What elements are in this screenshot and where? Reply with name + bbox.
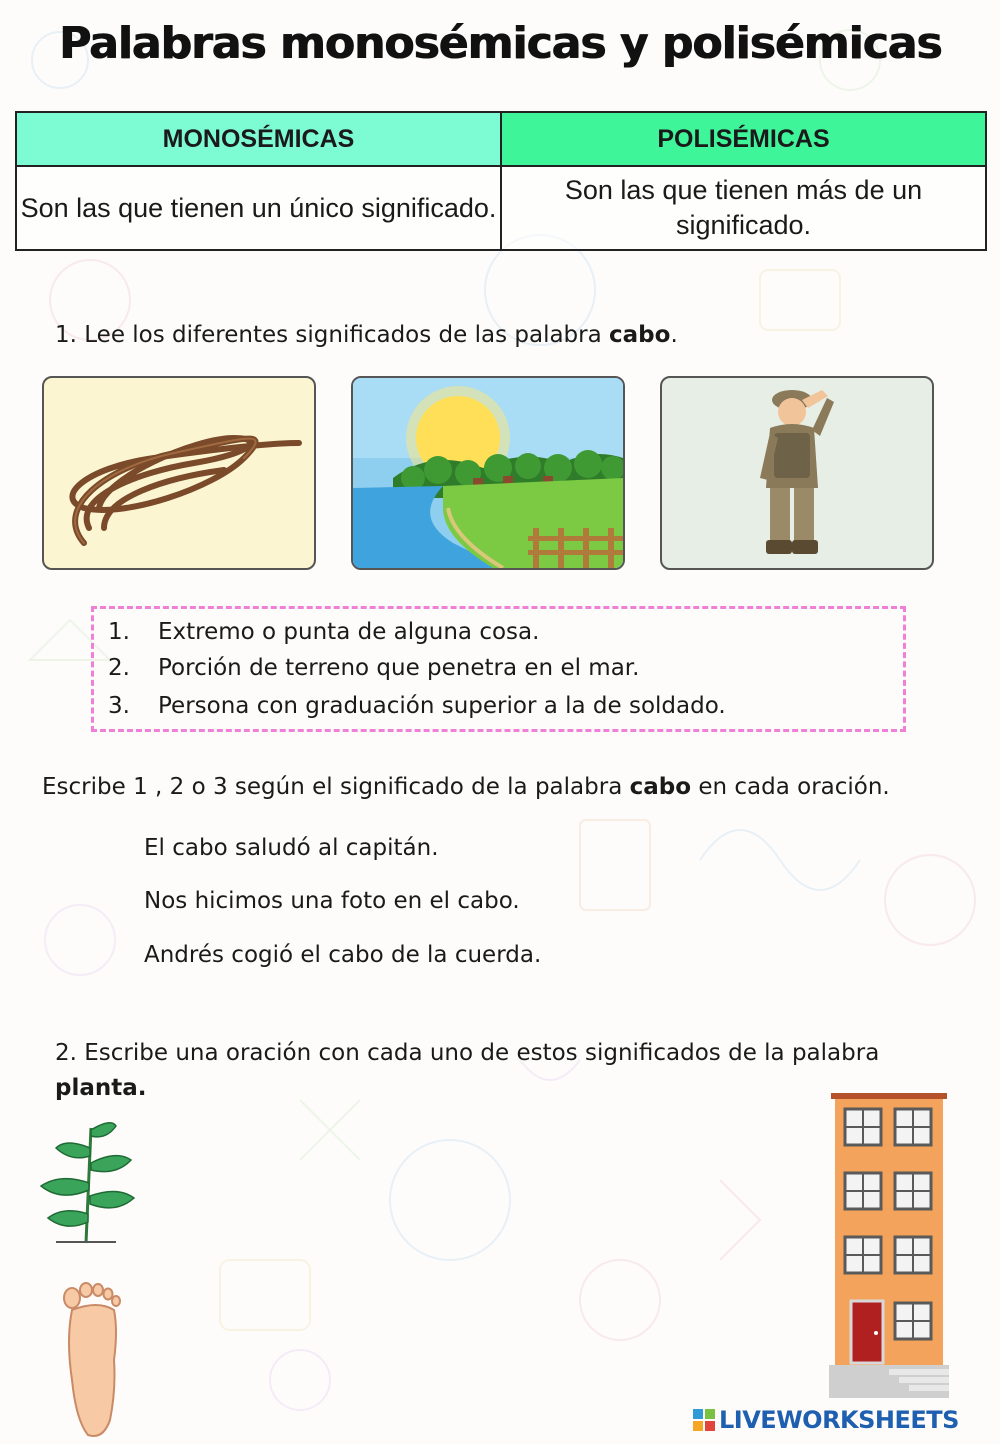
exercise2-prompt: [55, 1036, 935, 1106]
sentence-3: Andrés cogió el cabo de la cuerda.: [144, 942, 542, 968]
exercise1-prompt: [55, 322, 678, 348]
building-icon: [829, 1093, 949, 1398]
sentence-1: El cabo saludó al capitán.: [144, 835, 439, 861]
meaning-text: Extremo o punta de alguna cosa.: [158, 619, 540, 645]
soldier-icon: [662, 378, 932, 568]
meaning-number: 3.: [108, 693, 130, 719]
exercise1-instruction: [42, 774, 890, 800]
prompt-text: 1. Lee los diferentes significados de las palabra: [55, 322, 610, 348]
header-polisemicas: POLISÉMICAS: [501, 112, 986, 166]
table-header-row: [16, 112, 986, 166]
rope-picture: [42, 376, 316, 570]
list-item: [108, 655, 639, 681]
definition-monosemicas: Son las que tienen un único significado.: [16, 166, 501, 250]
definitions-table: [15, 111, 987, 251]
soldier-picture: [660, 376, 934, 570]
instruction-text-end: en cada oración.: [691, 774, 890, 800]
meaning-text: Persona con graduación superior a la de soldado.: [158, 693, 726, 719]
liveworksheets-logo-icon: [692, 1408, 716, 1432]
prompt-punctuation: .: [670, 322, 678, 348]
meaning-text: Porción de terreno que penetra en el mar.: [158, 655, 640, 681]
cape-landscape-picture: [351, 376, 625, 570]
sentence-2: Nos hicimos una foto en el cabo.: [144, 888, 520, 914]
cabo-meanings-box: [91, 606, 906, 732]
rope-icon: [44, 378, 314, 568]
definition-polisemicas: Son las que tienen más de un significado.: [501, 166, 986, 250]
table-row: [16, 166, 986, 250]
prompt-text: 2. Escribe una oración con cada uno de estos significados de la palabra: [55, 1040, 880, 1066]
instruction-keyword: cabo: [629, 774, 692, 800]
meaning-number: 2.: [108, 655, 130, 681]
meaning-number: 1.: [108, 619, 130, 645]
page-title: Palabras monosémicas y polisémicas: [58, 18, 942, 69]
list-item: [108, 619, 539, 645]
brand-footer: [692, 1404, 992, 1436]
plant-icon: [36, 1118, 136, 1246]
header-monosemicas: MONOSÉMICAS: [16, 112, 501, 166]
brand-name: LIVEWORKSHEETS: [719, 1406, 959, 1434]
prompt-keyword: planta.: [55, 1075, 147, 1101]
prompt-keyword: cabo: [609, 322, 671, 348]
foot-icon: [58, 1280, 128, 1440]
instruction-text: Escribe 1 , 2 o 3 según el significado de la palabra: [42, 774, 630, 800]
landscape-icon: [353, 378, 623, 568]
list-item: [108, 693, 726, 719]
